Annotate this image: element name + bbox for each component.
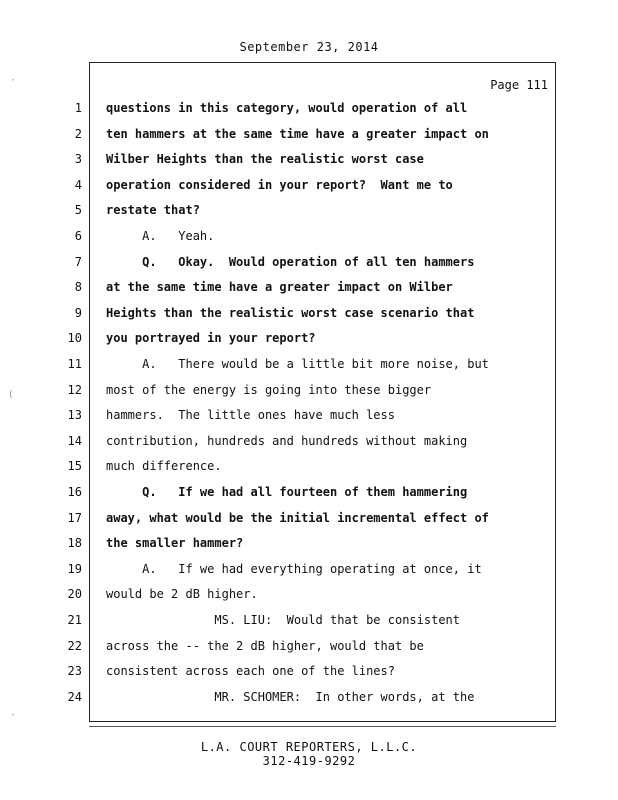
line-number: 5	[74, 203, 82, 217]
line-number: 20	[67, 587, 82, 601]
footer-phone: 312-419-9292	[262, 754, 356, 768]
scan-mark: (	[8, 390, 14, 400]
line-number: 7	[74, 255, 82, 269]
transcript-line-text: MR. SCHOMER: In other words, at the	[106, 690, 475, 704]
page-number: Page 111	[490, 78, 548, 92]
line-number: 3	[74, 152, 82, 166]
transcript-line-text: MS. LIU: Would that be consistent	[106, 613, 461, 627]
line-number: 22	[67, 639, 82, 653]
transcript-line-text: at the same time have a greater impact on Wilber	[106, 280, 453, 294]
transcript-line-text: you portrayed in your report?	[106, 331, 316, 345]
line-number: 12	[67, 383, 82, 397]
transcript-line-text: ten hammers at the same time have a greater impact on	[106, 127, 489, 141]
footer-company: L.A. COURT REPORTERS, L.L.C.	[200, 740, 418, 754]
transcript-line-text: A. If we had everything operating at once, it	[106, 562, 482, 576]
transcript-line-text: Wilber Heights than the realistic worst case	[106, 152, 424, 166]
line-number: 17	[67, 511, 82, 525]
transcript-line-text: A. Yeah.	[106, 229, 215, 243]
line-number: 24	[67, 690, 82, 704]
transcript-line-text: hammers. The little ones have much less	[106, 408, 395, 422]
transcript-line-text: operation considered in your report? Want me to	[106, 178, 453, 192]
line-number: 13	[67, 408, 82, 422]
line-number: 11	[67, 357, 82, 371]
transcript-line-text: away, what would be the initial incremental effect of	[106, 511, 489, 525]
transcript-line-text: the smaller hammer?	[106, 536, 244, 550]
scan-mark: ·	[10, 76, 16, 86]
transcript-line-text: contribution, hundreds and hundreds without making	[106, 434, 468, 448]
transcript-line-text: Q. Okay. Would operation of all ten hammers	[106, 255, 475, 269]
line-number: 21	[67, 613, 82, 627]
line-number: 10	[67, 331, 82, 345]
transcript-line-text: Q. If we had all fourteen of them hammering	[106, 485, 468, 499]
line-number: 14	[67, 434, 82, 448]
transcript-line-text: A. There would be a little bit more noise, but	[106, 357, 489, 371]
transcript-line-text: questions in this category, would operation of all	[106, 101, 468, 115]
line-number: 8	[74, 280, 82, 294]
line-number: 1	[74, 101, 82, 115]
transcript-line-text: much difference.	[106, 459, 222, 473]
transcript-line-text: restate that?	[106, 203, 200, 217]
line-number: 9	[74, 306, 82, 320]
line-number: 2	[74, 127, 82, 141]
line-number: 6	[74, 229, 82, 243]
line-number: 16	[67, 485, 82, 499]
scan-mark: -	[10, 710, 16, 720]
transcript-line-text: consistent across each one of the lines?	[106, 664, 395, 678]
transcript-line-text: most of the energy is going into these bigger	[106, 383, 432, 397]
transcript-line-text: across the -- the 2 dB higher, would that be	[106, 639, 424, 653]
line-number: 4	[74, 178, 82, 192]
line-number: 18	[67, 536, 82, 550]
line-number: 15	[67, 459, 82, 473]
line-number: 19	[67, 562, 82, 576]
transcript-line-text: Heights than the realistic worst case scenario that	[106, 306, 475, 320]
transcript-line-text: would be 2 dB higher.	[106, 587, 258, 601]
header-date: September 23, 2014	[239, 40, 379, 54]
line-number: 23	[67, 664, 82, 678]
